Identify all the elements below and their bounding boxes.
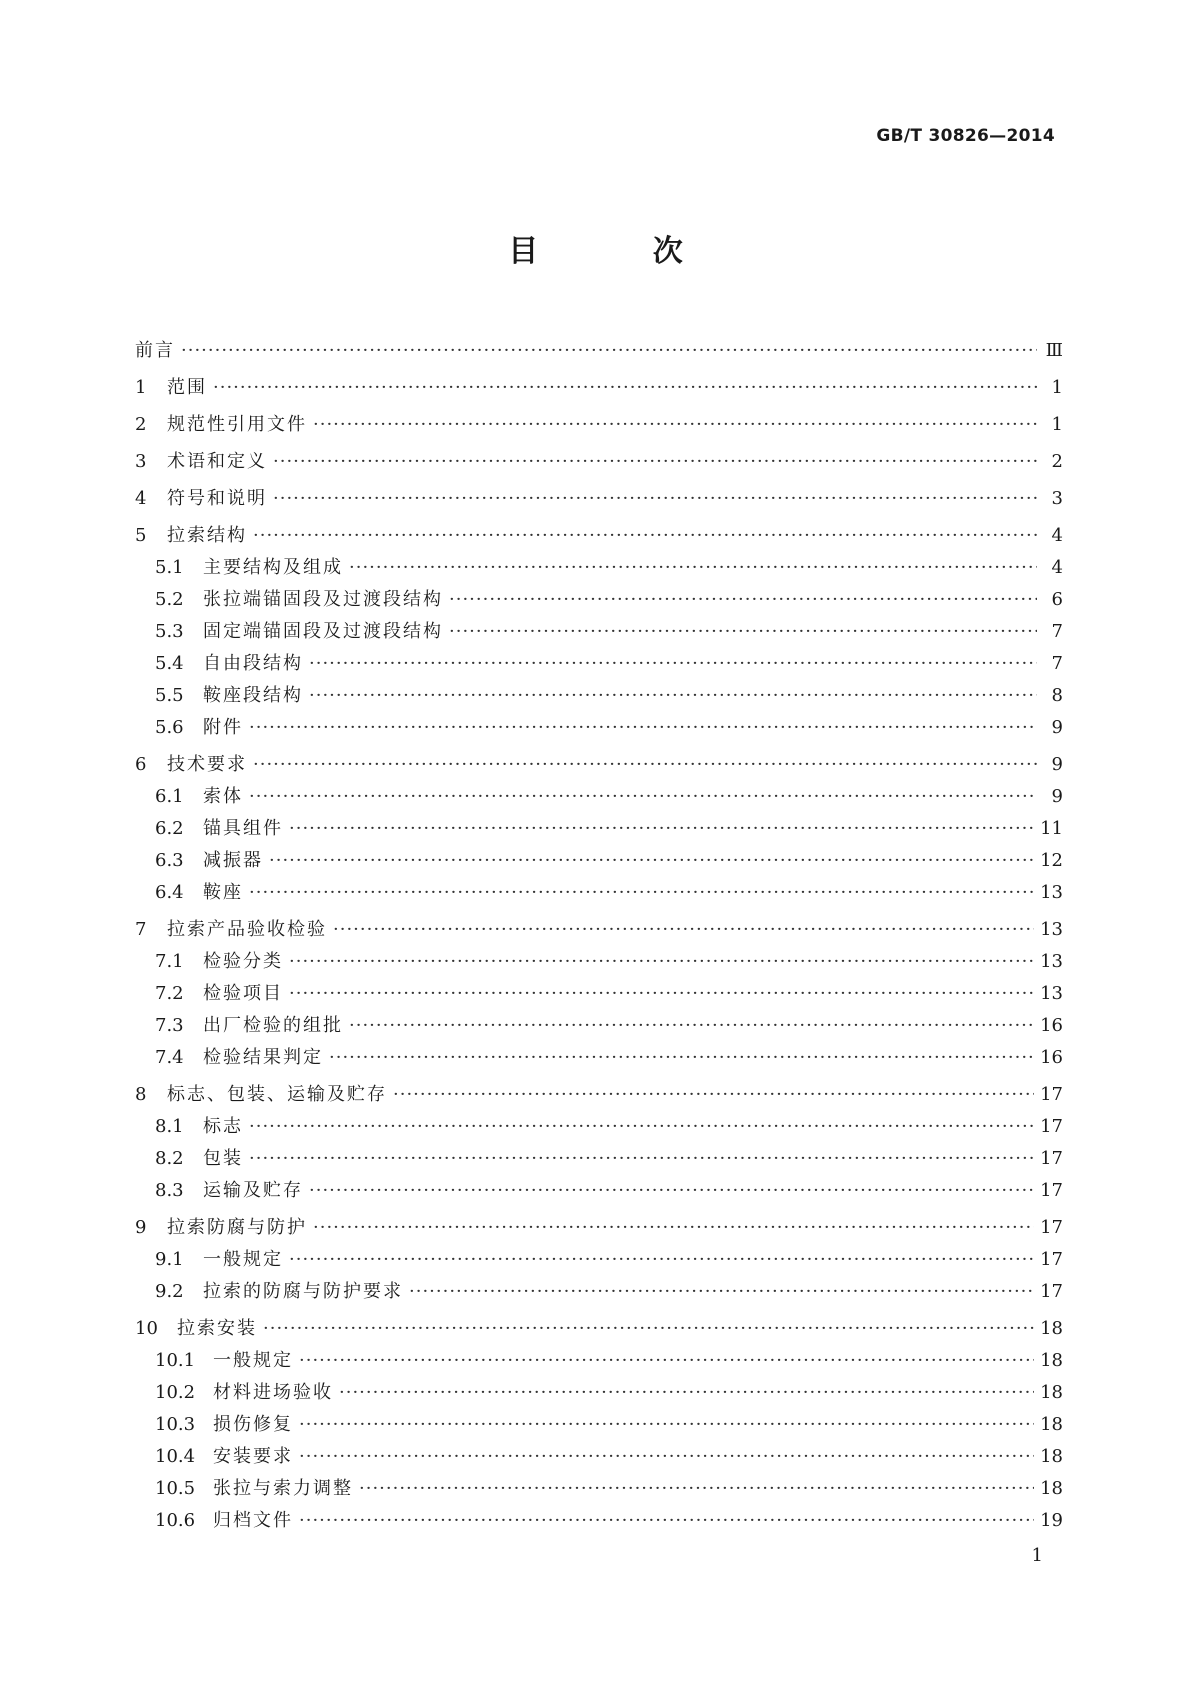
dot-leader xyxy=(449,584,1037,616)
toc-entry-number: 5 xyxy=(135,525,147,546)
toc-entry-label: 鞍座段结构 xyxy=(203,685,303,706)
toc-entry-label: 锚具组件 xyxy=(203,818,283,839)
toc-entry-label: 运输及贮存 xyxy=(203,1180,303,1201)
toc-entry[interactable] xyxy=(135,1473,1063,1505)
toc-entry-label: 检验项目 xyxy=(203,983,283,1004)
toc-entry[interactable] xyxy=(135,781,1063,813)
toc-entry-label: 检验结果判定 xyxy=(203,1047,323,1068)
toc-entry-label: 拉索产品验收检验 xyxy=(167,919,327,940)
toc-entry-label: 拉索防腐与防护 xyxy=(167,1217,307,1238)
toc-entry-label: 安装要求 xyxy=(213,1446,293,1467)
toc-entry-page: 13 xyxy=(1040,951,1063,972)
dot-leader xyxy=(213,372,1037,404)
toc-entry-number: 9.2 xyxy=(155,1281,184,1302)
toc-entry-page: 18 xyxy=(1040,1382,1063,1403)
toc-entry-label: 一般规定 xyxy=(213,1350,293,1371)
toc-entry-page: 7 xyxy=(1051,653,1063,674)
toc-entry[interactable] xyxy=(135,1111,1063,1143)
dot-leader xyxy=(249,1111,1034,1143)
toc-entry-page: 11 xyxy=(1040,818,1063,839)
toc-entry-label: 材料进场验收 xyxy=(213,1382,333,1403)
toc-entry-label: 归档文件 xyxy=(213,1510,293,1531)
toc-entry-label: 标志、包装、运输及贮存 xyxy=(167,1084,387,1105)
toc-entry[interactable] xyxy=(135,616,1063,648)
toc-entry-number: 6 xyxy=(135,754,147,775)
toc-entry[interactable] xyxy=(135,877,1063,909)
toc-entry-number: 3 xyxy=(135,451,147,472)
dot-leader xyxy=(273,446,1037,478)
dot-leader xyxy=(449,616,1037,648)
toc-entry[interactable] xyxy=(135,1010,1063,1042)
toc-entry-page: 18 xyxy=(1040,1478,1063,1499)
toc-entry-number: 5.2 xyxy=(155,589,184,610)
dot-leader xyxy=(393,1079,1034,1111)
toc-entry-label: 范围 xyxy=(167,377,207,398)
toc-entry[interactable] xyxy=(135,914,1063,946)
toc-entry[interactable] xyxy=(135,712,1063,744)
toc-entry-label: 索体 xyxy=(203,786,243,807)
toc-entry[interactable] xyxy=(135,1441,1063,1473)
toc-entry[interactable] xyxy=(135,1313,1063,1345)
toc-entry[interactable] xyxy=(135,1276,1063,1308)
toc-entry-number: 8 xyxy=(135,1084,147,1105)
toc-entry-page: 9 xyxy=(1051,786,1063,807)
toc-entry-page: 4 xyxy=(1051,557,1063,578)
toc-entry[interactable] xyxy=(135,552,1063,584)
toc-entry[interactable] xyxy=(135,813,1063,845)
toc-entry[interactable] xyxy=(135,372,1063,404)
toc-entry-number: 5.3 xyxy=(155,621,184,642)
toc-entry-number: 8.1 xyxy=(155,1116,184,1137)
toc-entry-page: 9 xyxy=(1051,754,1063,775)
toc-entry-number: 5.1 xyxy=(155,557,184,578)
toc-entry-page: 9 xyxy=(1051,717,1063,738)
dot-leader xyxy=(313,1212,1034,1244)
toc-entry-page: 16 xyxy=(1040,1047,1063,1068)
toc-entry-number: 6.1 xyxy=(155,786,184,807)
table-of-contents xyxy=(135,335,1063,1537)
toc-entry-label: 附件 xyxy=(203,717,243,738)
toc-entry-page: 18 xyxy=(1040,1318,1063,1339)
dot-leader xyxy=(299,1345,1034,1377)
toc-entry-number: 2 xyxy=(135,414,147,435)
toc-entry-label: 自由段结构 xyxy=(203,653,303,674)
toc-entry-number: 7.4 xyxy=(155,1047,184,1068)
toc-entry-label: 减振器 xyxy=(203,850,263,871)
toc-entry-label: 拉索的防腐与防护要求 xyxy=(203,1281,403,1302)
dot-leader xyxy=(309,648,1037,680)
toc-entry-page: 12 xyxy=(1040,850,1063,871)
toc-entry[interactable] xyxy=(135,749,1063,781)
toc-entry-number: 10.1 xyxy=(155,1350,196,1371)
dot-leader xyxy=(313,409,1037,441)
toc-entry-page: 2 xyxy=(1051,451,1063,472)
toc-entry-label: 张拉与索力调整 xyxy=(213,1478,353,1499)
toc-entry-number: 5.4 xyxy=(155,653,184,674)
toc-entry[interactable] xyxy=(135,1143,1063,1175)
toc-entry-page: 4 xyxy=(1051,525,1063,546)
dot-leader xyxy=(249,712,1037,744)
toc-entry-number: 7.1 xyxy=(155,951,184,972)
dot-leader xyxy=(253,520,1037,552)
toc-entry-number: 9.1 xyxy=(155,1249,184,1270)
toc-entry[interactable] xyxy=(135,1212,1063,1244)
toc-entry[interactable] xyxy=(135,1042,1063,1074)
toc-entry-number: 6.3 xyxy=(155,850,184,871)
toc-entry-page: Ⅲ xyxy=(1045,340,1063,361)
toc-entry[interactable] xyxy=(135,648,1063,680)
dot-leader xyxy=(309,1175,1034,1207)
toc-entry-page: 7 xyxy=(1051,621,1063,642)
toc-entry-number: 10.6 xyxy=(155,1510,196,1531)
toc-entry[interactable] xyxy=(135,1345,1063,1377)
toc-entry-number: 7.3 xyxy=(155,1015,184,1036)
toc-entry-page: 18 xyxy=(1040,1350,1063,1371)
toc-entry-number: 10.2 xyxy=(155,1382,196,1403)
toc-entry-page: 13 xyxy=(1040,919,1063,940)
dot-leader xyxy=(359,1473,1034,1505)
toc-entry-number: 4 xyxy=(135,488,147,509)
toc-entry[interactable] xyxy=(135,1175,1063,1207)
dot-leader xyxy=(253,749,1037,781)
dot-leader xyxy=(289,946,1034,978)
toc-entry-page: 17 xyxy=(1040,1281,1063,1302)
toc-entry[interactable] xyxy=(135,483,1063,515)
toc-entry-label: 损伤修复 xyxy=(213,1414,293,1435)
standard-number: GB/T 30826—2014 xyxy=(876,126,1055,146)
dot-leader xyxy=(249,1143,1034,1175)
toc-entry-label: 技术要求 xyxy=(167,754,247,775)
page-number: 1 xyxy=(1031,1545,1043,1566)
toc-entry-label: 前言 xyxy=(135,340,175,361)
dot-leader xyxy=(349,552,1037,584)
toc-entry-page: 17 xyxy=(1040,1148,1063,1169)
toc-entry-label: 鞍座 xyxy=(203,882,243,903)
toc-entry-number: 10.4 xyxy=(155,1446,196,1467)
toc-entry-page: 6 xyxy=(1051,589,1063,610)
toc-entry[interactable] xyxy=(135,1505,1063,1537)
toc-entry-number: 10 xyxy=(135,1318,158,1339)
page-title: 目 次 xyxy=(508,234,735,269)
toc-entry-page: 18 xyxy=(1040,1446,1063,1467)
toc-entry[interactable] xyxy=(135,1244,1063,1276)
toc-entry-number: 6.4 xyxy=(155,882,184,903)
toc-entry-label: 出厂检验的组批 xyxy=(203,1015,343,1036)
dot-leader xyxy=(409,1276,1034,1308)
toc-entry-page: 17 xyxy=(1040,1084,1063,1105)
toc-entry-number: 5.5 xyxy=(155,685,184,706)
dot-leader xyxy=(181,335,1037,367)
toc-entry[interactable] xyxy=(135,446,1063,478)
toc-entry-label: 一般规定 xyxy=(203,1249,283,1270)
toc-entry-label: 术语和定义 xyxy=(167,451,267,472)
toc-entry[interactable] xyxy=(135,1079,1063,1111)
dot-leader xyxy=(249,781,1037,813)
toc-entry-label: 符号和说明 xyxy=(167,488,267,509)
toc-entry-page: 8 xyxy=(1051,685,1063,706)
dot-leader xyxy=(269,845,1034,877)
toc-entry-number: 5.6 xyxy=(155,717,184,738)
toc-entry-label: 标志 xyxy=(203,1116,243,1137)
toc-entry-page: 17 xyxy=(1040,1180,1063,1201)
toc-entry-page: 17 xyxy=(1040,1217,1063,1238)
toc-entry-page: 17 xyxy=(1040,1249,1063,1270)
dot-leader xyxy=(309,680,1037,712)
toc-entry-page: 1 xyxy=(1051,377,1063,398)
dot-leader xyxy=(349,1010,1034,1042)
toc-entry[interactable] xyxy=(135,520,1063,552)
toc-entry-page: 18 xyxy=(1040,1414,1063,1435)
toc-entry-number: 9 xyxy=(135,1217,147,1238)
toc-entry-number: 10.3 xyxy=(155,1414,196,1435)
dot-leader xyxy=(289,978,1034,1010)
toc-entry[interactable] xyxy=(135,584,1063,616)
toc-entry[interactable] xyxy=(135,1377,1063,1409)
toc-entry-label: 包装 xyxy=(203,1148,243,1169)
toc-entry-number: 7 xyxy=(135,919,147,940)
toc-entry-page: 13 xyxy=(1040,983,1063,1004)
toc-entry-number: 10.5 xyxy=(155,1478,196,1499)
toc-entry-label: 拉索结构 xyxy=(167,525,247,546)
dot-leader xyxy=(299,1441,1034,1473)
toc-entry[interactable] xyxy=(135,1409,1063,1441)
dot-leader xyxy=(263,1313,1034,1345)
toc-entry-label: 张拉端锚固段及过渡段结构 xyxy=(203,589,443,610)
toc-entry-label: 拉索安装 xyxy=(177,1318,257,1339)
toc-entry-page: 3 xyxy=(1051,488,1063,509)
dot-leader xyxy=(339,1377,1034,1409)
toc-entry[interactable] xyxy=(135,845,1063,877)
toc-entry-page: 19 xyxy=(1040,1510,1063,1531)
toc-entry-page: 16 xyxy=(1040,1015,1063,1036)
dot-leader xyxy=(299,1505,1034,1537)
toc-entry-page: 17 xyxy=(1040,1116,1063,1137)
toc-entry[interactable] xyxy=(135,978,1063,1010)
dot-leader xyxy=(289,1244,1034,1276)
toc-entry-page: 13 xyxy=(1040,882,1063,903)
toc-entry[interactable] xyxy=(135,335,1063,367)
dot-leader xyxy=(273,483,1037,515)
dot-leader xyxy=(289,813,1034,845)
toc-entry-label: 规范性引用文件 xyxy=(167,414,307,435)
dot-leader xyxy=(249,877,1034,909)
toc-entry-label: 检验分类 xyxy=(203,951,283,972)
toc-entry-number: 1 xyxy=(135,377,147,398)
toc-entry-number: 8.2 xyxy=(155,1148,184,1169)
toc-entry-page: 1 xyxy=(1051,414,1063,435)
toc-entry[interactable] xyxy=(135,946,1063,978)
toc-entry-number: 6.2 xyxy=(155,818,184,839)
dot-leader xyxy=(333,914,1034,946)
toc-entry-number: 7.2 xyxy=(155,983,184,1004)
toc-entry-label: 固定端锚固段及过渡段结构 xyxy=(203,621,443,642)
dot-leader xyxy=(299,1409,1034,1441)
toc-entry[interactable] xyxy=(135,680,1063,712)
toc-entry[interactable] xyxy=(135,409,1063,441)
toc-entry-number: 8.3 xyxy=(155,1180,184,1201)
dot-leader xyxy=(329,1042,1034,1074)
toc-entry-label: 主要结构及组成 xyxy=(203,557,343,578)
